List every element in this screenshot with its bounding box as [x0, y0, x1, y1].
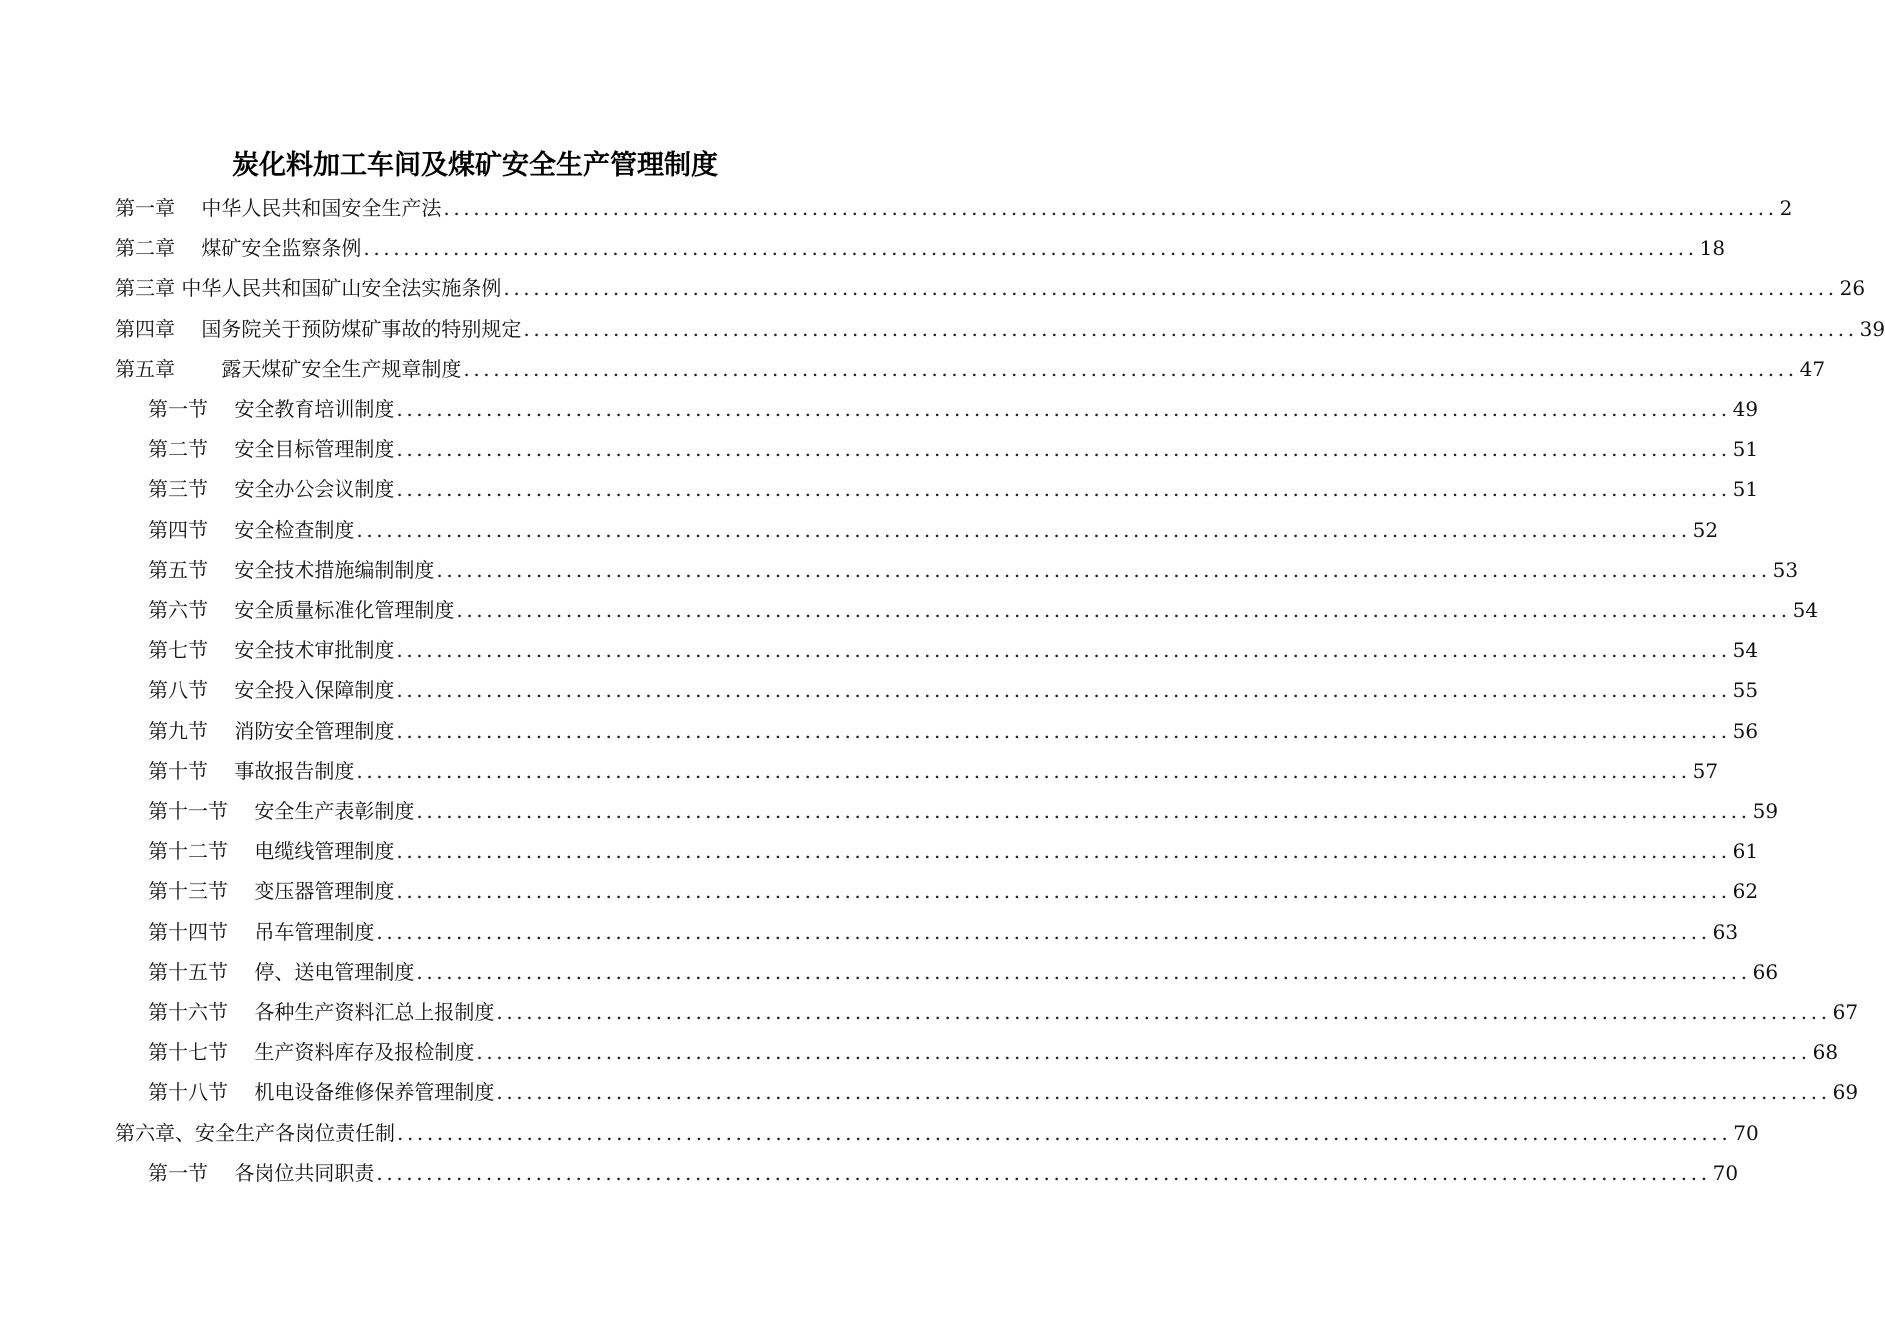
toc-dot-leader: ...................................................................................................................................... [396, 477, 1731, 502]
toc-entry-label: 第十六节 各种生产资料汇总上报制度 [148, 1000, 495, 1024]
toc-entry-label: 第十八节 机电设备维修保养管理制度 [148, 1080, 495, 1105]
toc-entry[interactable] [148, 630, 1759, 670]
toc-dot-leader: ...................................................................................................................................... [396, 397, 1731, 421]
toc-dot-leader: ...................................................................................................................................... [416, 959, 1751, 984]
toc-page-number: 18 [1699, 236, 1726, 261]
toc-entry-label: 第十五节 停、送电管理制度 [148, 959, 415, 984]
toc-dot-leader: ...................................................................................................................................... [356, 517, 1691, 542]
toc-page-number: 68 [1812, 1040, 1839, 1065]
toc-dot-leader: ...................................................................................................................................... [416, 799, 1751, 823]
toc-entry[interactable] [148, 590, 1819, 630]
toc-page-number: 66 [1752, 959, 1779, 984]
toc-page-number: 61 [1732, 839, 1759, 864]
toc-page-number: 59 [1752, 799, 1779, 823]
toc-entry[interactable] [115, 349, 1826, 389]
toc-entry-label: 第八节 安全投入保障制度 [148, 678, 395, 703]
toc-entry-label: 第九节 消防安全管理制度 [148, 718, 395, 743]
toc-entry[interactable] [148, 751, 1719, 791]
toc-entry-label: 第一节 各岗位共同职责 [148, 1160, 375, 1185]
toc-dot-leader: ...................................................................................................................................... [397, 1120, 1732, 1145]
toc-page-number: 69 [1832, 1080, 1859, 1105]
toc-dot-leader: ...................................................................................................................................... [443, 196, 1778, 220]
toc-entry-label: 第七节 安全技术审批制度 [148, 638, 395, 663]
toc-dot-leader: ...................................................................................................................................... [456, 598, 1791, 622]
toc-dot-leader: ...................................................................................................................................... [396, 638, 1731, 663]
toc-page-number: 57 [1692, 758, 1719, 783]
toc-entry[interactable] [115, 309, 1885, 349]
toc-dot-leader: ...................................................................................................................................... [376, 1160, 1711, 1185]
toc-entry[interactable] [115, 268, 1866, 308]
toc-dot-leader: ...................................................................................................................................... [523, 316, 1858, 341]
toc-entry[interactable] [115, 1113, 1759, 1153]
toc-dot-leader: ...................................................................................................................................... [396, 437, 1731, 462]
toc-page-number: 2 [1779, 196, 1793, 220]
toc-dot-leader: ...................................................................................................................................... [476, 1040, 1811, 1065]
toc-entry[interactable] [148, 871, 1759, 911]
toc-page-number: 70 [1733, 1120, 1759, 1145]
toc-entry-label: 第四节 安全检查制度 [148, 517, 355, 542]
toc-entry-label: 第十节 事故报告制度 [148, 758, 355, 783]
toc-dot-leader: ...................................................................................................................................... [396, 718, 1731, 743]
toc-entry-label: 第三节 安全办公会议制度 [148, 477, 395, 502]
toc-entry-label: 第五节 安全技术措施编制制度 [148, 557, 435, 582]
toc-dot-leader: ...................................................................................................................................... [376, 919, 1711, 944]
toc-page-number: 51 [1732, 477, 1759, 502]
toc-dot-leader: ...................................................................................................................................... [496, 1080, 1831, 1105]
toc-entry[interactable] [148, 510, 1719, 550]
toc-page-number: 55 [1732, 678, 1759, 703]
toc-entry[interactable] [148, 912, 1739, 952]
toc-page-number: 54 [1732, 638, 1759, 663]
toc-page-number: 49 [1732, 397, 1759, 421]
toc-entry[interactable] [115, 228, 1726, 268]
toc-dot-leader: ...................................................................................................................................... [463, 356, 1798, 381]
toc-dot-leader: ...................................................................................................................................... [396, 839, 1731, 864]
toc-entry[interactable] [148, 711, 1759, 751]
toc-entry[interactable] [148, 1153, 1739, 1193]
toc-dot-leader: ...................................................................................................................................... [496, 1000, 1831, 1024]
toc-dot-leader: ...................................................................................................................................... [396, 678, 1731, 703]
toc-page-number: 52 [1692, 517, 1719, 542]
toc-entry-label: 第二节 安全目标管理制度 [148, 437, 395, 462]
toc-entry[interactable] [148, 952, 1779, 992]
toc-page-number: 70 [1712, 1160, 1739, 1185]
toc-entry[interactable] [148, 992, 1859, 1032]
toc-entry-label: 第二章 煤矿安全监察条例 [115, 236, 362, 261]
toc-entry-label: 第六节 安全质量标准化管理制度 [148, 598, 455, 622]
toc-entry-label: 第六章、安全生产各岗位责任制 [115, 1120, 395, 1145]
toc-entry-label: 第十一节 安全生产表彰制度 [148, 799, 415, 823]
toc-entry-label: 第十七节 生产资料库存及报检制度 [148, 1040, 475, 1065]
toc-dot-leader: ...................................................................................................................................... [356, 758, 1691, 783]
toc-dot-leader: ...................................................................................................................................... [363, 236, 1698, 261]
toc-entry-label: 第一节 安全教育培训制度 [148, 397, 395, 421]
toc-dot-leader: ...................................................................................................................................... [396, 879, 1731, 904]
toc-page-number: 63 [1712, 919, 1739, 944]
toc-entry-label: 第四章 国务院关于预防煤矿事故的特别规定 [115, 316, 522, 341]
toc-entry[interactable] [148, 469, 1759, 509]
toc-entry[interactable] [148, 791, 1779, 831]
toc-page-number: 54 [1792, 598, 1819, 622]
toc-page-number: 67 [1832, 1000, 1859, 1024]
toc-entry-label: 第五章 露天煤矿安全生产规章制度 [115, 356, 462, 381]
toc-entry[interactable] [148, 429, 1759, 469]
toc-entry-label: 第十二节 电缆线管理制度 [148, 839, 395, 864]
toc-page-number: 56 [1732, 718, 1759, 743]
toc-entry[interactable] [148, 670, 1759, 710]
toc-page-number: 47 [1799, 356, 1826, 381]
toc-dot-leader: ...................................................................................................................................... [436, 557, 1771, 582]
toc-entry-label: 第十三节 变压器管理制度 [148, 879, 395, 904]
toc-page-number: 62 [1732, 879, 1759, 904]
toc-entry[interactable] [148, 550, 1799, 590]
toc-page-number: 39 [1859, 316, 1885, 341]
toc-page-number: 51 [1732, 437, 1759, 462]
toc-entry[interactable] [148, 831, 1759, 871]
toc-entry-label: 第三章 中华人民共和国矿山安全法实施条例 [115, 276, 502, 301]
toc-entry[interactable] [148, 389, 1759, 429]
toc-page-number: 26 [1839, 276, 1866, 301]
toc-entry[interactable] [115, 188, 1793, 228]
toc-entry[interactable] [148, 1032, 1839, 1072]
toc-page-number: 53 [1772, 557, 1799, 582]
toc-dot-leader: ...................................................................................................................................... [503, 276, 1838, 301]
toc-entry-label: 第一章 中华人民共和国安全生产法 [115, 196, 442, 220]
toc-entry-label: 第十四节 吊车管理制度 [148, 919, 375, 944]
document-title: 炭化料加工车间及煤矿安全生产管理制度 [232, 150, 718, 181]
toc-entry[interactable] [148, 1072, 1859, 1112]
